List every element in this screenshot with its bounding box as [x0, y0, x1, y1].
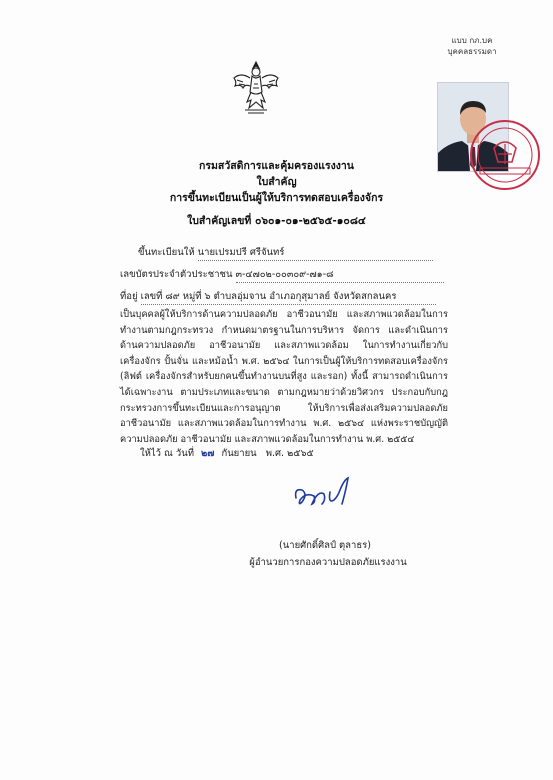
certificate-number-label: ใบสำคัญเลขที่: [187, 215, 252, 227]
document-type: ใบสำคัญ: [256, 176, 297, 188]
id-number-label: เลขบัตรประจำตัวประชาชน: [120, 269, 233, 280]
issue-month: กันยายน: [221, 448, 257, 459]
address-value: เลขที่ ๘๙ หมู่ที่ ๖ ตำบลอุ่มจาน อำเภอกุสุมาลย์ จังหวัดสกลนคร: [141, 289, 436, 305]
issue-day: ๒๗: [201, 448, 215, 459]
registrant-name: นายเปรมปรี ศรีจันทร์: [198, 245, 433, 261]
form-code-block: [430, 35, 514, 57]
certificate-number-line: [0, 212, 553, 229]
certificate-number: ๐๖๐๑-๐๑-๒๕๖๕-๑๐๘๔: [254, 215, 366, 227]
certificate-body-text: เป็นบุคคลผู้ให้บริการด้านความปลอดภัย อาชีวอนามัย และสภาพแวดล้อมในการทำงานตามกฎกระทรวง กำหนดมาตรฐานในการบริหาร จัดการ และดำเนินการด้านความปลอดภัย อาชีวอนามัย และสภาพแวดล้อม ในการทำงานเกี่ยวกับเครื่องจักร ปั้นจั่น และหม้อน้ำ พ.ศ. ๒๕๖๔ ในการเป็นผู้ให้บริการทดสอบเครื่องจักร (ลิฟต์ เครื่องจักรสำหรับยกคนขึ้นทำงานบนที่สูง และรอก) ทั้งนี้ สามารถดำเนินการได้เฉพาะงาน ตามประเภทและขนาด ตามกฎหมายว่าด้วยวิศวกร ประกอบกับกฎกระทรวงการขึ้นทะเบียนและการอนุญาต ให้บริการเพื่อส่งเสริมความปลอดภัย อาชีวอนามัย และสภาพแวดล้อมในการทำงาน พ.ศ. ๒๕๖๔ แห่งพระราชบัญญัติความปลอดภัย อาชีวอนามัย และสภาพแวดล้อมในการทำงาน พ.ศ. ๒๕๕๔: [120, 309, 448, 445]
form-type: บุคคลธรรมดา: [447, 47, 497, 56]
registrant-label: ขึ้นทะเบียนให้: [138, 247, 195, 258]
handwritten-signature: [290, 470, 360, 512]
registrant-name-line: [138, 245, 433, 261]
id-number: ๓-๔๗๐๒-๐๐๓๐๙-๗๑-๘: [236, 267, 444, 283]
issue-year: พ.ศ. ๒๕๖๕: [265, 448, 314, 459]
garuda-emblem-icon: [231, 58, 281, 118]
signatory-name: (นายศักดิ์ศิลป์ ตุลาธร): [279, 540, 371, 551]
address-label: ที่อยู่: [120, 291, 138, 302]
document-subject: การขึ้นทะเบียนเป็นผู้ให้บริการทดสอบเครื่องจักร: [169, 192, 384, 204]
department-title: กรมสวัสดิการและคุ้มครองแรงงาน: [199, 160, 354, 172]
form-code: แบบ กภ.บค: [451, 36, 493, 45]
issue-date-prefix: ให้ไว้ ณ วันที่: [140, 448, 194, 459]
issue-date-line: [140, 446, 314, 461]
id-number-line: [120, 267, 444, 283]
signatory-position: ผู้อำนวยการกองความปลอดภัยแรงงาน: [249, 557, 407, 568]
address-line: [120, 289, 436, 305]
